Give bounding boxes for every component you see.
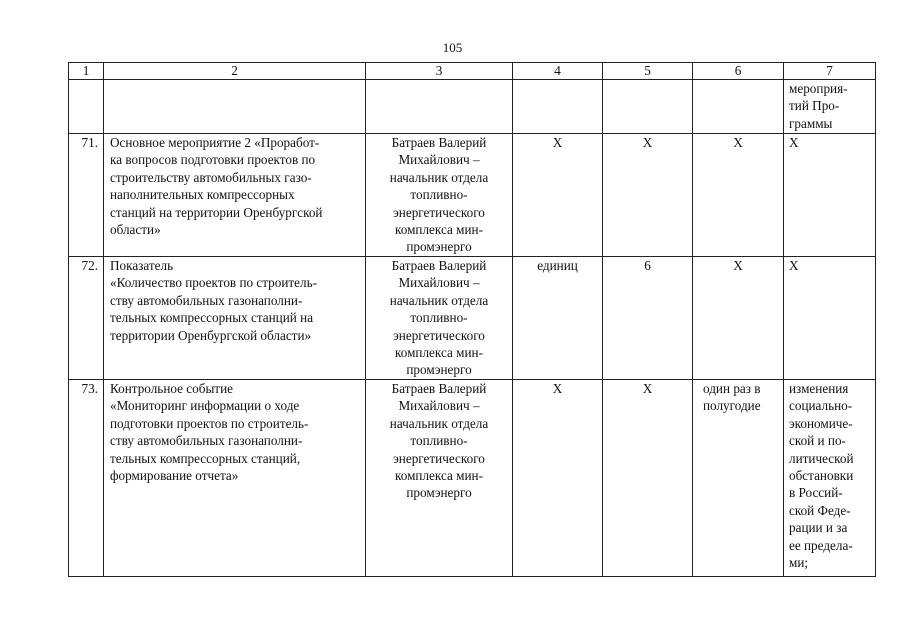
column-number-7: 7 <box>784 63 876 80</box>
column-5-value <box>603 80 693 134</box>
row-number: 73. <box>69 380 104 577</box>
row-number: 72. <box>69 257 104 380</box>
table-row-continuation <box>69 80 876 134</box>
page-number: 105 <box>442 40 463 55</box>
activity-name: Контрольное событие «Мониторинг информации о ходе подготовки проектов по строитель- ству автомобильных газонаполни- тельных компрессорных станций, формирование отчета» <box>104 380 366 577</box>
column-7-value: Х <box>784 257 876 380</box>
table-row-72 <box>69 257 876 380</box>
unit-of-measure: Х <box>513 380 603 577</box>
row-number: 71. <box>69 134 104 257</box>
responsible-person: Батраев Валерий Михайлович – начальник отдела топливно- энергетического комплекса мин- промэнерго <box>366 134 513 257</box>
activity-name: Основное мероприятие 2 «Проработ- ка вопросов подготовки проектов по строительству автомобильных газо- наполнительных компрессорных станций на территории Оренбургской области» <box>104 134 366 257</box>
column-number-4: 4 <box>513 63 603 80</box>
column-number-5: 5 <box>603 63 693 80</box>
column-7-value: Х <box>784 134 876 257</box>
responsible-person <box>366 80 513 134</box>
row-number <box>69 80 104 134</box>
table-row-73 <box>69 380 876 577</box>
column-5-value: 6 <box>603 257 693 380</box>
column-6-value: Х <box>693 257 784 380</box>
column-7-value: изменения социально- экономиче- ской и по- литической обстановки в Россий- ской Феде- рации и за ее предела- ми; <box>784 380 876 577</box>
column-7-value: мероприя- тий Про- граммы <box>784 80 876 134</box>
activity-name <box>104 80 366 134</box>
column-6-value: Х <box>693 134 784 257</box>
column-5-value: Х <box>603 134 693 257</box>
unit-of-measure: единиц <box>513 257 603 380</box>
responsible-person: Батраев Валерий Михайлович – начальник отдела топливно- энергетического комплекса мин- промэнерго <box>366 257 513 380</box>
column-number-1: 1 <box>69 63 104 80</box>
responsible-person: Батраев Валерий Михайлович – начальник отдела топливно- энергетического комплекса мин- промэнерго <box>366 380 513 577</box>
activity-name: Показатель «Количество проектов по строитель- ству автомобильных газонаполни- тельных компрессорных станций на территории Оренбургской области» <box>104 257 366 380</box>
column-6-value: один раз в полугодие <box>693 380 784 577</box>
column-number-2: 2 <box>104 63 366 80</box>
column-5-value: Х <box>603 380 693 577</box>
column-number-3: 3 <box>366 63 513 80</box>
program-table <box>68 62 876 577</box>
column-6-value <box>693 80 784 134</box>
unit-of-measure <box>513 80 603 134</box>
unit-of-measure: Х <box>513 134 603 257</box>
table-row-71 <box>69 134 876 257</box>
column-number-row <box>69 63 876 80</box>
column-number-6: 6 <box>693 63 784 80</box>
